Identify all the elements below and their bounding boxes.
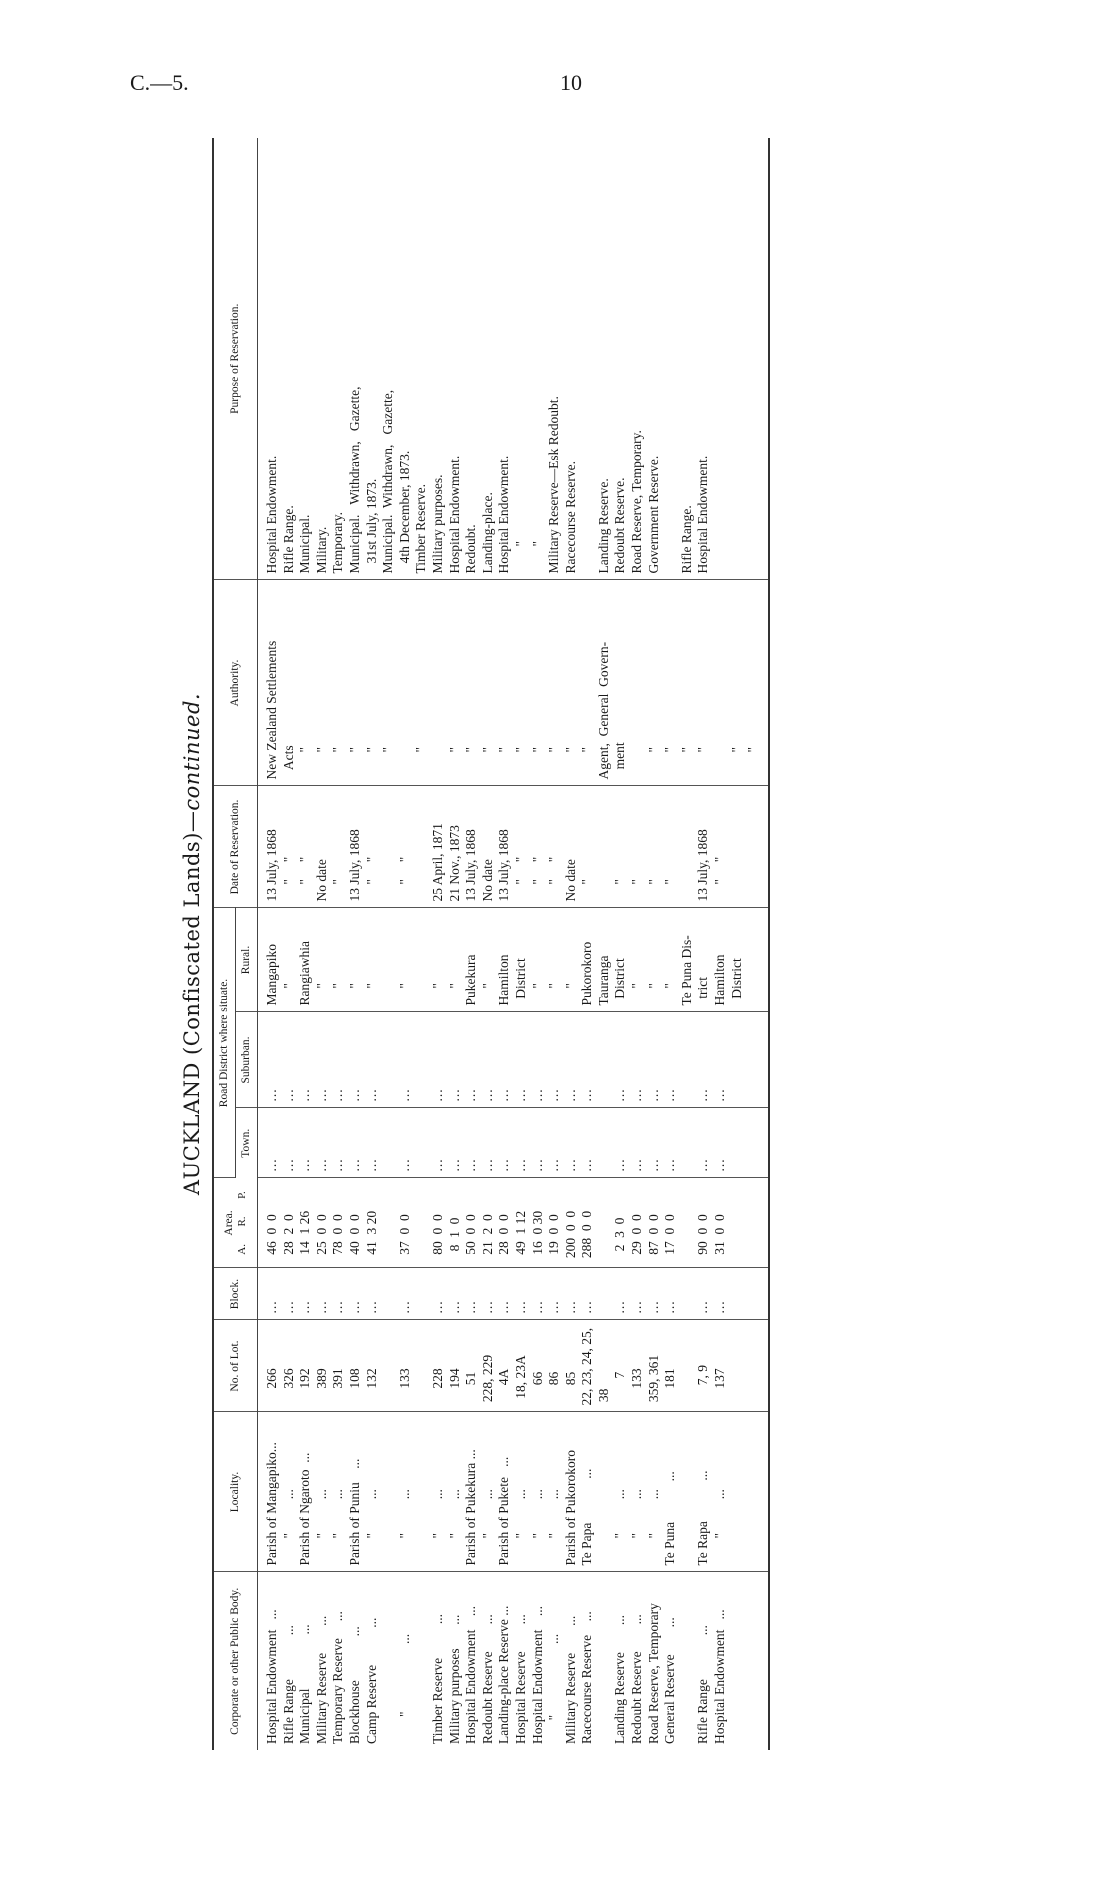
cell-town: ... ... ... ... ... ... ... ... ... ... ... ... ... ... ... ... ... ... ... ... ... ... ... ... xyxy=(258,1108,769,1178)
table-title-continued: continued. xyxy=(180,692,204,811)
col-header-locality: Locality. xyxy=(213,1412,258,1572)
cell-block: ... ... ... ... ... ... ... ... ... ... ... ... ... ... ... ... ... ... ... ... ... ... ... ... xyxy=(258,1268,769,1320)
col-header-date: Date of Reservation. xyxy=(213,786,258,908)
col-header-body: Corporate or other Public Body. xyxy=(213,1572,258,1750)
cell-purpose: Hospital Endowment. Rifle Range. Municipal. Military. Temporary. Municipal. Withdrawn, Gazette, 31st July, 1873. Municipal. Withdrawn, Gazette, 4th December, 1873. Timber Reserve. Military purposes. Hospital Endowment. Redoubt. Landing-place. Hospital Endowment. " " Military Reserve—Esk Redoubt. Racecourse Reserve. Landing Reserve. Redoubt Reserve. Road Reserve, Temporary. Government Reserve. Rifle Range. Hospital Endowment. xyxy=(258,138,769,580)
col-header-suburban: Suburban. xyxy=(236,1012,258,1108)
cell-locality: Parish of Mangapiko... " ... Parish of Ngaroto ... " ... " ... Parish of Puniu ... " ... " ... " ... " ... Parish of Pukekura ... " ... Parish of Pukete ... " ... " ... " ... Parish of Pukorokoro Te Papa ... " ... " ... " ... Te Puna ... Te Rapa ... " ... xyxy=(258,1412,769,1572)
cell-date: 13 July, 1868 " " " " No date " 13 July, 1868 " " " " 25 April, 1871 21 Nov., 1873 13 July, 1868 No date 13 July, 1868 " " " " " " No date " " " " " 13 July, 1868 " " xyxy=(258,786,769,908)
col-header-town: Town. xyxy=(236,1108,258,1178)
cell-rural: Mangapiko " Rangiawhia " " " " " " " Pukekura " Hamilton District " " " Pukorokoro Tauranga District " " " Te Puna Dis- trict Hamilton District xyxy=(258,908,769,1012)
cell-body: Hospital Endowment ... Rifle Range ... Municipal ... Military Reserve ... Temporary Reserve ... Blockhouse ... Camp Reserve ... " ... Timber Reserve ... Military purposes ... Hospital Endowment ... Redoubt Reserve ... Landing-place Reserve ... Hospital Reserve ... Hospital Endowment ... " ... Military Reserve ... Racecourse Reserve ... Landing Reserve ... Redoubt Reserve ... Road Reserve, Temporary General Reserve ... Rifle Range ... Hospital Endowment ... xyxy=(264,1603,728,1744)
col-header-lot: No. of Lot. xyxy=(213,1320,258,1412)
col-header-authority: Authority. xyxy=(213,580,258,786)
area-units xyxy=(236,1183,249,1264)
col-header-purpose: Purpose of Reservation. xyxy=(213,138,258,580)
cell-suburban: ... ... ... ... ... ... ... ... ... ... ... ... ... ... ... ... ... ... ... ... ... ... ... ... xyxy=(258,1012,769,1108)
col-header-area xyxy=(213,1178,258,1268)
area-unit-roods: R. xyxy=(235,1216,248,1227)
col-header-rural: Rural. xyxy=(236,908,258,1012)
area-unit-perches: P. xyxy=(235,1191,248,1199)
report-reference: C.—5. xyxy=(130,70,189,95)
col-header-road-district: Road District where situate. xyxy=(213,908,236,1178)
table-title xyxy=(172,138,212,1750)
cell-lot: 266 326 192 389 391 108 132 133 228 194 51 228, 229 4A 18, 23A 66 86 85 22, 23, 24, 25, 38 7 133 359, 361 181 7, 9 137 xyxy=(258,1320,769,1412)
area-unit-acres: A. xyxy=(235,1244,248,1255)
cell-authority: New Zealand Settlements Acts " " " " " " " " " " " " " " " " Agent, General Govern- ment " " " " " " xyxy=(258,580,769,786)
cell-area: 46 0 0 28 2 0 14 1 26 25 0 0 78 0 0 40 0 0 41 3 20 37 0 0 80 0 0 8 1 0 50 0 0 21 2 0 28 0 0 49 1 12 16 0 30 19 0 0 200 0 0 288 0 0 2 3 0 29 0 0 87 0 0 17 0 0 90 0 0 31 0 0 xyxy=(258,1178,769,1268)
rotated-table-block xyxy=(172,138,812,1750)
reserves-table xyxy=(212,138,770,1750)
col-header-block: Block. xyxy=(213,1268,258,1320)
col-header-area-label: Area. xyxy=(222,1210,235,1236)
page-number: 10 xyxy=(560,70,582,95)
table-title-main: AUCKLAND (Confiscated Lands)— xyxy=(180,810,204,1196)
